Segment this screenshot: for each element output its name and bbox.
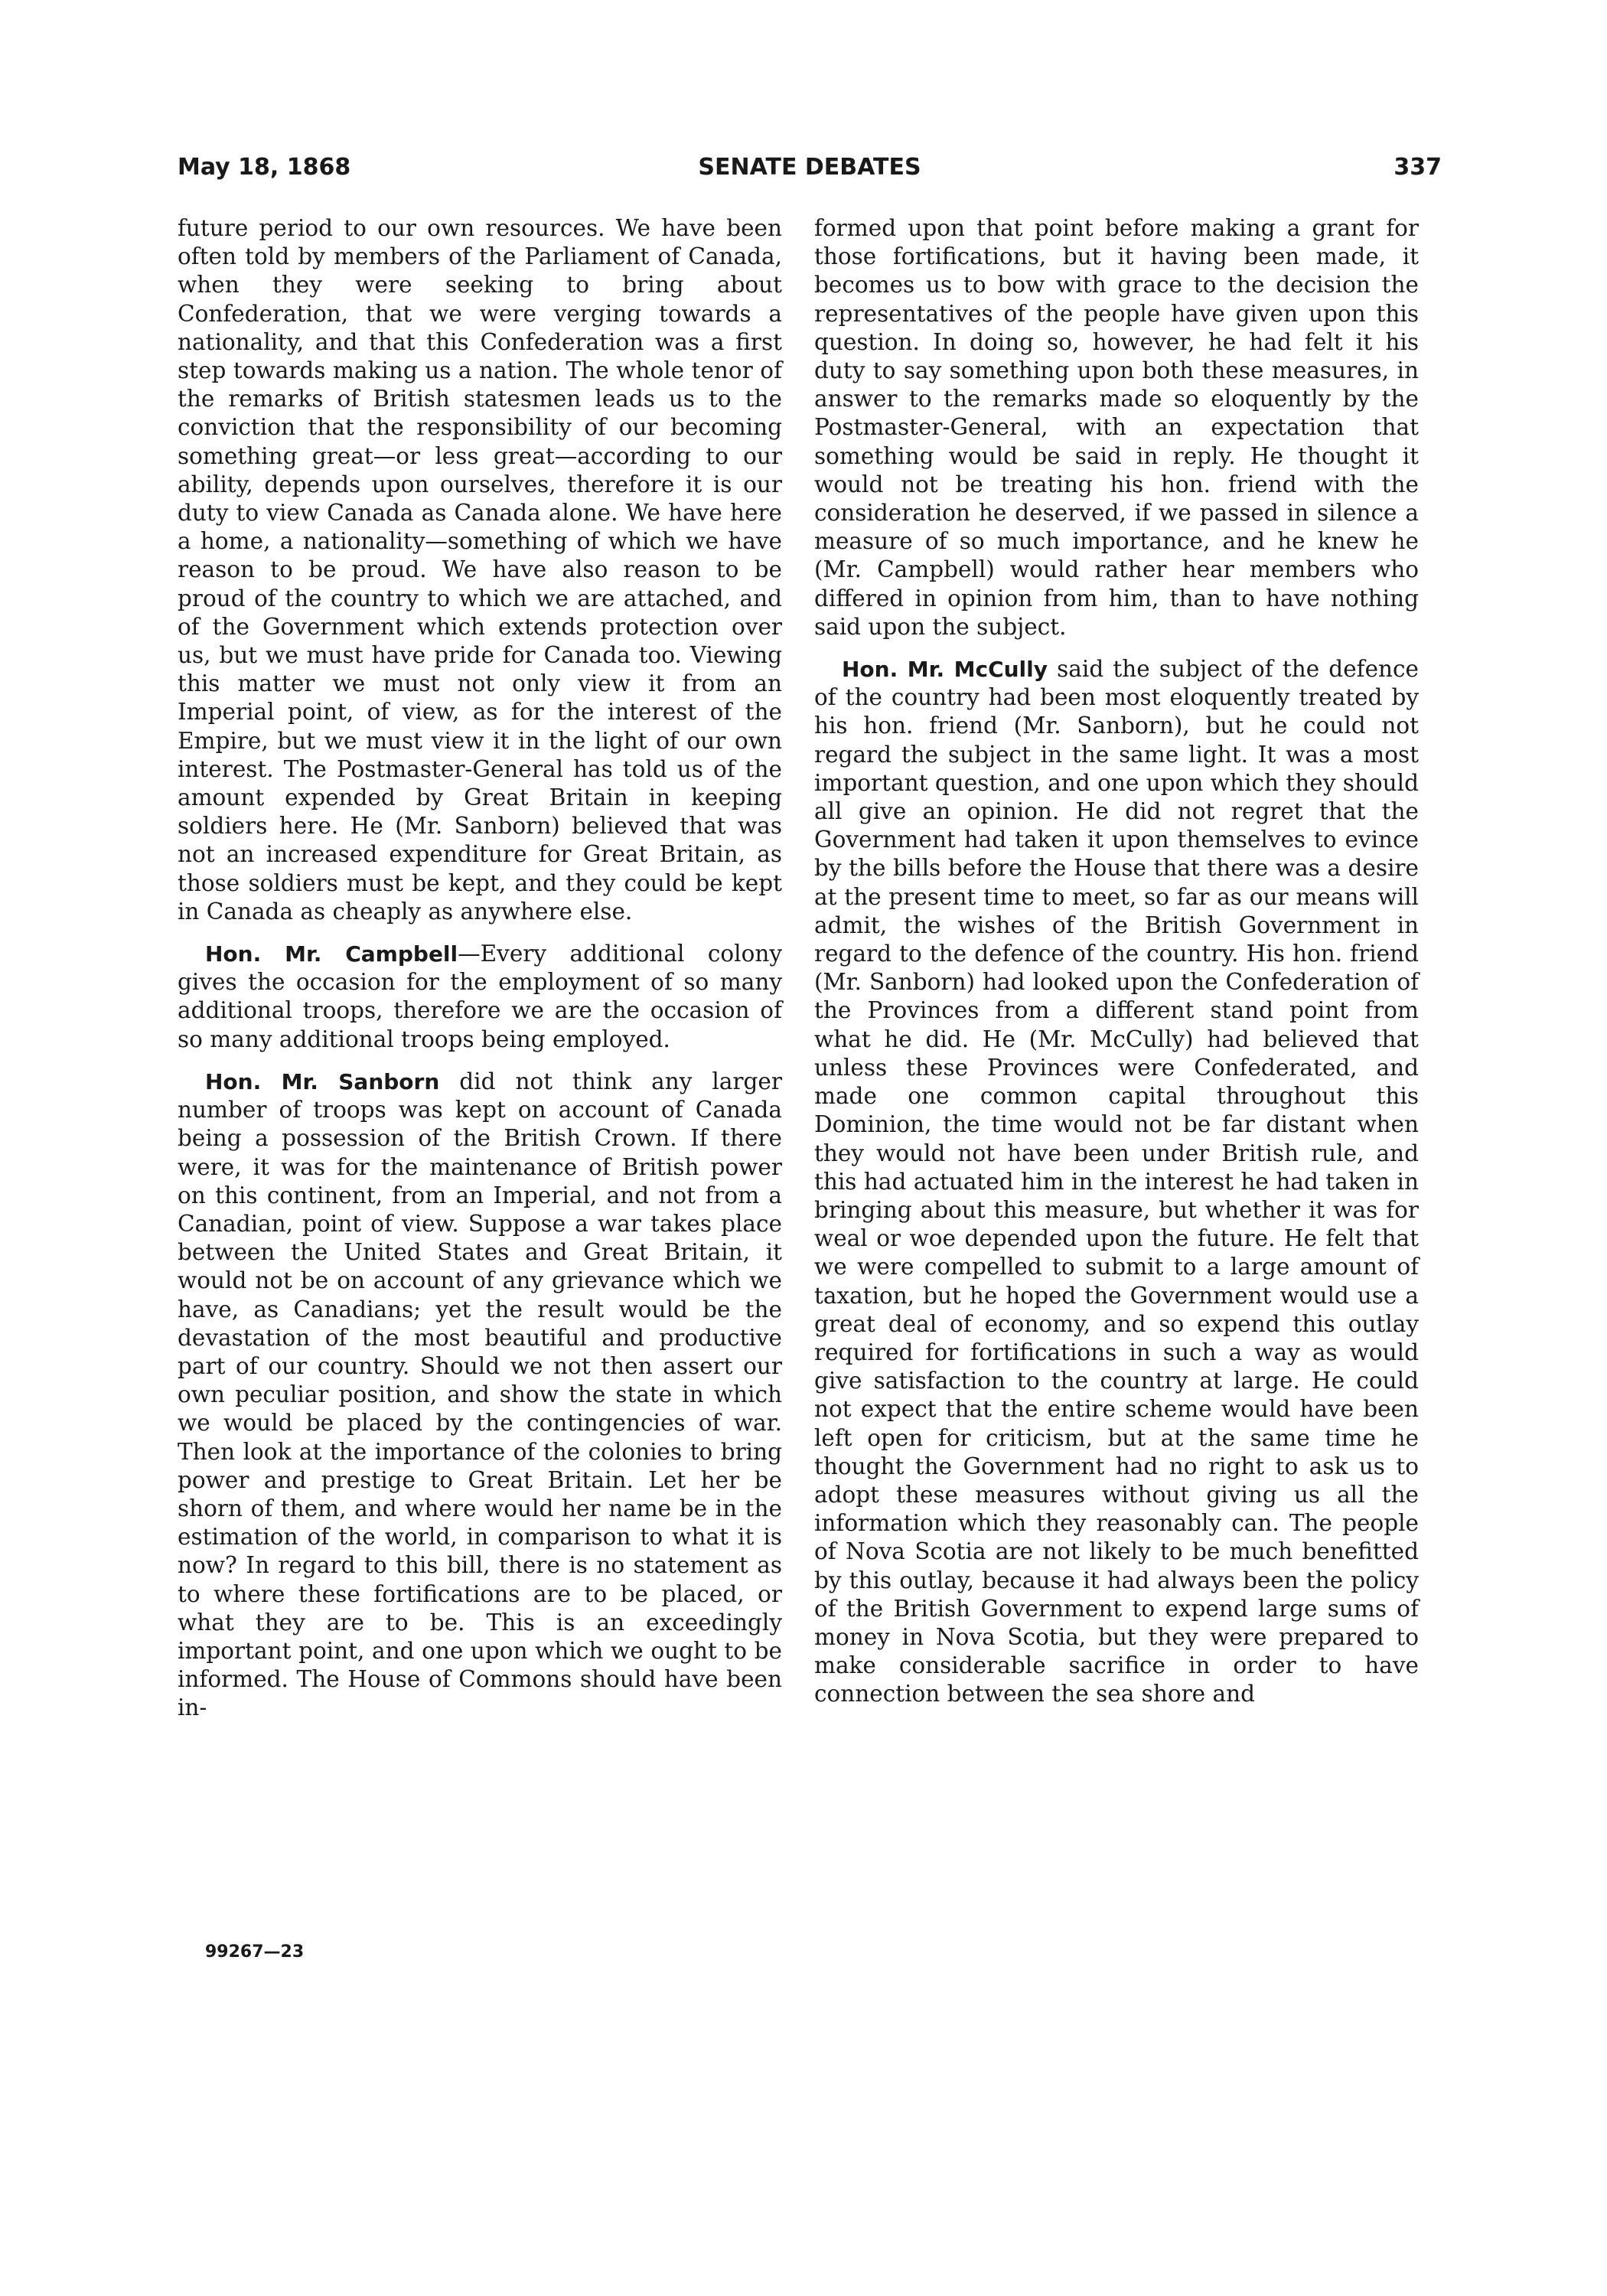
paragraph: formed upon that point before making a grant for those fortifications, but it having been made, it becomes us to bow with grace to the decision the representatives of the people have given upon this question. In doing so, however, he had felt it his duty to say something upon both these measures, in answer to the remarks made so eloquently by the Postmaster-General, with an expectation that something would be said in reply. He thought it would not be treating his hon. friend with the consideration he deserved, if we passed in silence a measure of so much importance, and he knew he (Mr. Campbell) would rather hear members who differed in opinion from him, than to have nothing said upon the subject. [814, 215, 1419, 640]
speaker-name: Hon. Mr. Sanborn [205, 1068, 440, 1094]
right-column [814, 214, 1419, 1709]
page-number: 337 [1393, 154, 1442, 181]
paragraph [814, 655, 1419, 1709]
speech-text: —Every additional colony gives the occasion for the employment of so many additional troops, therefore we are the occasion of so many additional troops being employed. [178, 941, 782, 1052]
header-title: SENATE DEBATES [698, 154, 921, 181]
speech-text: did not think any larger number of troops was kept on account of Canada being a possession of the British Crown. If there were, it was for the maintenance of British power on this continent, from an Imperial, and not from a Canadian, point of view. Suppose a war takes place between the United States and Great Britain, it would not be on account of any grievance which we have, as Canadians; yet the result would be the devastation of the most beautiful and productive part of our country. Should we not then assert our own peculiar position, and show the state in which we would be placed by the contingencies of war. Then look at the importance of the colonies to bring power and prestige to Great Britain. Let her be shorn of them, and where would her name be in the estimation of the world, in comparison to what it is now? In regard to this bill, there is no statement as to where these fortifications are to be placed, or what they are to be. This is an exceedingly important point, and one upon which we ought to be informed. The House of Commons should have been in- [178, 1068, 782, 1721]
paragraph: future period to our own resources. We have been often told by members of the Parliament of Canada, when they were seeking to bring about Confederation, that we were verging towards a nationality, and that this Confederation was a first step towards making us a nation. The whole tenor of the remarks of British statesmen leads us to the conviction that the responsibility of our becoming something great—or less great—according to our ability, depends upon ourselves, therefore it is our duty to view Canada as Canada alone. We have here a home, a nationality—something of which we have reason to be proud. We have also reason to be proud of the country to which we are attached, and of the Government which extends protection over us, but we must have pride for Canada too. Viewing this matter we must not only view it from an Imperial point, of view, as for the interest of the Empire, but we must view it in the light of our own interest. The Postmaster-General has told us of the amount expended by Great Britain in keeping soldiers here. He (Mr. Sanborn) believed that was not an increased expenditure for Great Britain, as those soldiers must be kept, and they could be kept in Canada as cheaply as anywhere else. [178, 215, 782, 925]
speaker-name: Hon. Mr. Campbell [205, 941, 458, 967]
signature-code: 99267—23 [205, 1942, 305, 1962]
speaker-name: Hon. Mr. McCully [842, 657, 1048, 683]
speech-text: said the subject of the defence of the country had been most eloquently treated by his hon. friend (Mr. Sanborn), but he could not regard the subject in the same light. It was a most important question, and one upon which they should all give an opinion. He did not regret that the Government had taken it upon themselves to evince by the bills before the House that there was a desire at the present time to meet, so far as our means will admit, the wishes of the British Government in regard to the defence of the country. His hon. friend (Mr. Sanborn) had looked upon the Confederation of the Provinces from a different stand point from what he did. He (Mr. McCully) had believed that unless these Provinces were Confederated, and made one common capital throughout this Dominion, the time would not be far distant when they would not have been under British rule, and this had actuated him in the interest he had taken in bringing about this measure, but whether it was for weal or woe depended upon the future. He felt that we were compelled to submit to a large amount of taxation, but he hoped the Government would use a great deal of economy, and so expend this outlay required for fortifications in such a way as would give satisfaction to the country at large. He could not expect that the entire scheme would have been left open for criticism, but at the same time he thought the Government had no right to ask us to adopt these measures without giving us all the information which they reasonably can. The people of Nova Scotia are not likely to be much benefitted by this outlay, because it had always been the policy of the British Government to expend large sums of money in Nova Scotia, but they were prepared to make considerable sacrifice in order to have connection between the sea shore and [814, 656, 1420, 1707]
paragraph [178, 1068, 782, 1723]
paragraph [178, 940, 782, 1054]
header-date: May 18, 1868 [178, 154, 351, 181]
running-head [178, 150, 1442, 185]
left-column [178, 214, 782, 1723]
